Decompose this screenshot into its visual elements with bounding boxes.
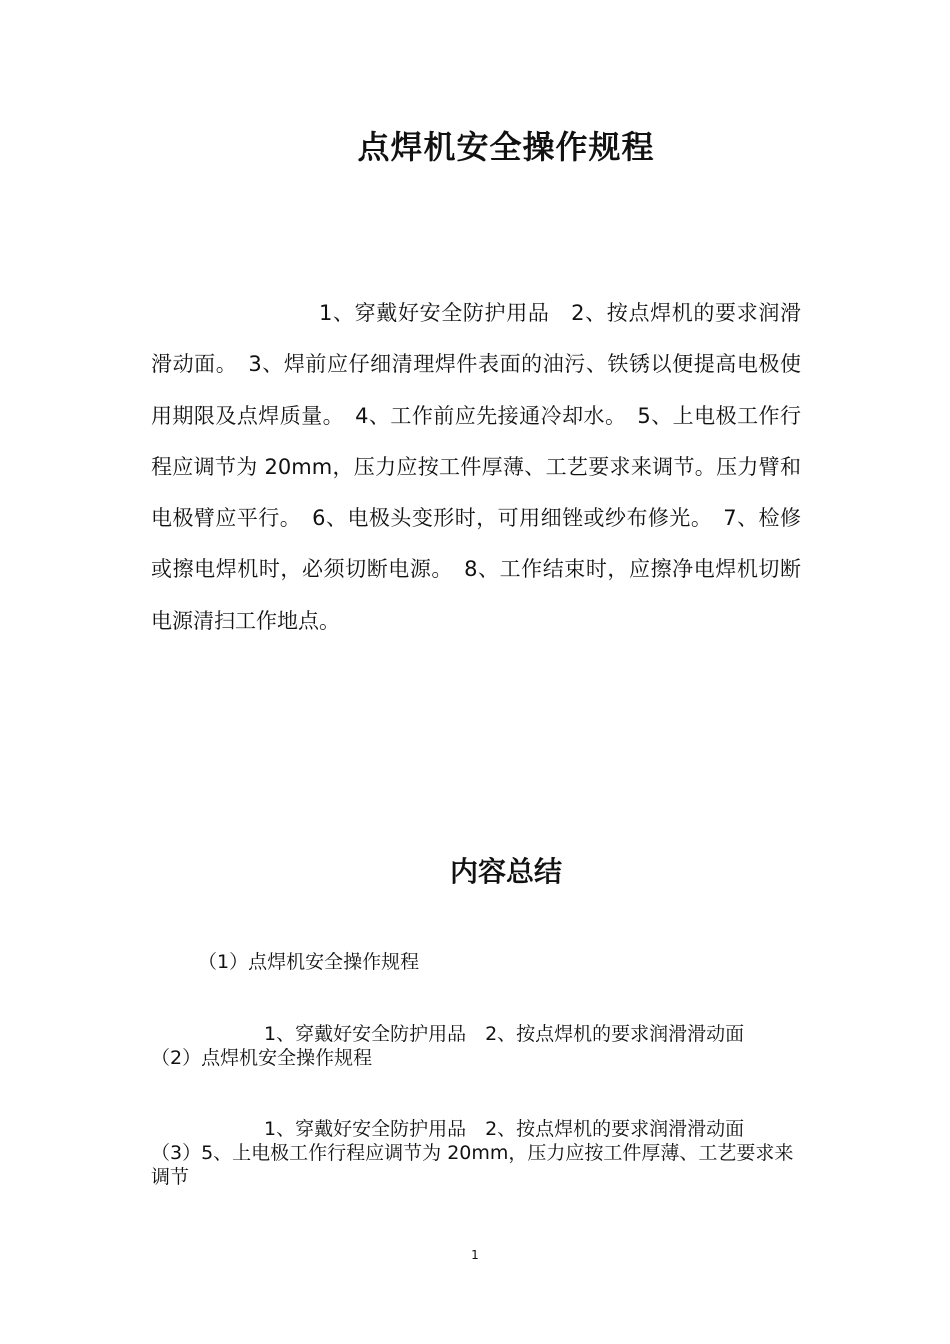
- page-number: 1: [471, 1248, 479, 1262]
- summary-item-1-heading: （1）点焊机安全操作规程: [198, 951, 420, 973]
- summary-title: 内容总结: [449, 855, 562, 888]
- summary-item-2-detail: 1、穿戴好安全防护用品 2、按点焊机的要求润滑滑动面: [264, 1023, 745, 1045]
- document-body: 1、穿戴好安全防护用品 2、按点焊机的要求润滑滑动面。 3、焊前应仔细清理焊件表面的油污、铁锈以便提高电极使用期限及点焊质量。 4、工作前应先接通冷却水。 5、上电极工作行程应调节为 20mm，压力应按工件厚薄、工艺要求来调节。压力臂和电极臂应平行。 6、电极头变形时，可用细锉或纱布修光。 7、检修或擦电焊机时，必须切断电源。 8、工作结束时，应擦净电焊机切断电源清扫工作地点。: [151, 301, 801, 633]
- document-title: 点焊机安全操作规程: [357, 128, 655, 166]
- summary-item-2-heading: （2）点焊机安全操作规程: [151, 1047, 373, 1069]
- summary-item-3-detail: 1、穿戴好安全防护用品 2、按点焊机的要求润滑滑动面: [264, 1118, 745, 1140]
- summary-item-3-heading: （3）5、上电极工作行程应调节为 20mm，压力应按工件厚薄、工艺要求来调节: [151, 1142, 794, 1188]
